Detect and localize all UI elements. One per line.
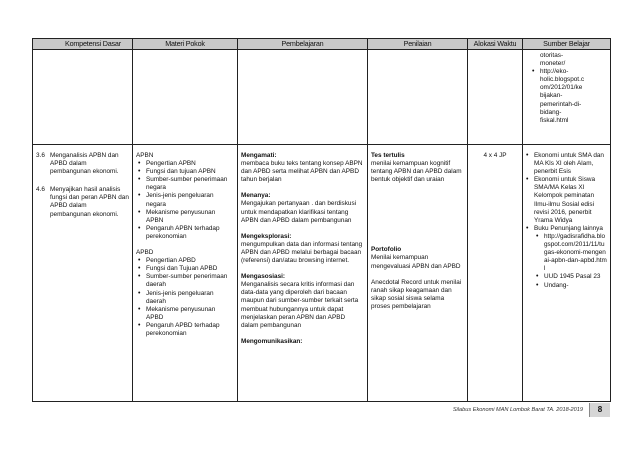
cell-alokasi-empty: [468, 50, 523, 145]
cell-sumber-continued: [523, 50, 611, 145]
list-item: • UUD 1945 Pasal 23: [544, 273, 607, 281]
list-item: • Pengaruh APBN terhadap perekonomian: [146, 225, 234, 241]
list-item: • Sumber-sumber penerimaan daerah: [146, 273, 234, 289]
pembelajaran-step-text: Menganalisis secara kritis informasi dan data-data yang diperoleh dari bacaan maupun dari sumber-sumber terkait serta membuat hubungannya untuk dapat menjelaskan peran APBN dan APBD dalam pembangunan: [241, 281, 359, 329]
list-item: • Pengaruh APBD terhadap perekonomian: [146, 322, 234, 338]
cell-kd-empty: [33, 50, 133, 145]
pembelajaran-step-title: Mengamati:: [241, 152, 277, 159]
pembelajaran-step-title: Mengeksplorasi:: [241, 232, 292, 240]
header-alokasi-waktu: Alokasi Waktu: [468, 39, 523, 50]
cell-materi-pokok: [133, 145, 238, 402]
materi-apbd-title: APBD: [136, 249, 154, 257]
list-item: • Undang-: [544, 282, 607, 290]
syllabus-table: [32, 38, 611, 402]
list-item: • Fungsi dan Tujuan APBD: [146, 265, 234, 273]
penilaian-title: Anecdotal Record: [371, 278, 422, 286]
cell-materi-empty: [133, 50, 238, 145]
penilaian-text: untuk menilai ranah sikap keagamaan dan sikap sosial siswa selama proses pembelajaran: [371, 278, 462, 310]
header-penilaian: Penilaian: [368, 39, 468, 50]
list-item: • Fungsi dan tujuan APBN: [146, 168, 234, 176]
footer-text: Silabus Ekonomi MAN Lombok Barat TA. 2018-2019: [452, 406, 583, 413]
cell-pembelajaran-empty: [238, 50, 368, 145]
cell-kompetensi-dasar: [33, 145, 133, 402]
kd-text: Menganalisis APBN dan APBD dalam pembangunan ekonomi.: [50, 152, 119, 176]
materi-apbn-title: APBN: [136, 152, 154, 159]
list-item: • Jenis-jenis pengeluaran daerah: [146, 290, 234, 306]
header-pembelajaran: Pembelajaran: [238, 39, 368, 50]
header-kompetensi-dasar: Kompetensi Dasar: [33, 39, 133, 50]
cell-sumber-belajar: [523, 145, 611, 402]
list-item: • Mekanisme penyusunan APBN: [146, 209, 234, 225]
materi-apbd-list: [136, 257, 234, 338]
penilaian-text: Menilai kemampuan mengevaluasi APBN dan APBD: [371, 254, 461, 270]
sumber-link[interactable]: • http://gadisrafidha.blogspot.com/2011/11/tugas-ekonomi-mengenai-apbn-dan-apbd.html: [544, 233, 607, 273]
sumber-continued-line: otoritas-: [540, 52, 564, 59]
penilaian-title: Tes tertulis: [371, 152, 405, 159]
materi-apbn-list: [136, 160, 234, 241]
penilaian-title: Portofolio: [371, 246, 402, 254]
list-item: • Ekonomi untuk SMA dan MA Kls XI oleh Alam, penerbit Esis: [534, 152, 607, 176]
kd-number: 3.6: [36, 152, 45, 159]
sumber-list: [526, 152, 607, 233]
list-item: • Ekonomi untuk Siswa SMA/MA Kelas XI Kelompok peminatan Ilmu-ilmu Sosial edisi revisi 2016, penerbit Yrama Widya: [534, 176, 607, 225]
cell-pembelajaran: [238, 145, 368, 402]
table-row: [33, 145, 611, 402]
cell-alokasi-waktu: 4 x 4 JP: [468, 145, 523, 402]
list-item: • Mekanisme penyusunan APBD: [146, 306, 234, 322]
kd-text: Menyajikan hasil analisis fungsi dan peran APBN dan APBD dalam pembangunan ekonomi.: [50, 186, 129, 218]
sumber-sublist: [526, 233, 607, 290]
kd-item: [36, 152, 129, 176]
cell-penilaian-empty: [368, 50, 468, 145]
header-materi-pokok: Materi Pokok: [133, 39, 238, 50]
header-row: [33, 39, 611, 50]
list-item: • Pengertian APBN: [146, 160, 234, 168]
table-row: [33, 50, 611, 145]
sumber-link[interactable]: • http://eko- holic.blogspot.c om/2012/01/ke bijakan- pemerintah-di- bidang- fiskal.html: [540, 68, 607, 125]
kd-number: 4.6: [36, 186, 45, 194]
pembelajaran-step-title: Mengasosiasi:: [241, 273, 286, 281]
header-sumber-belajar: Sumber Belajar: [523, 39, 611, 50]
pembelajaran-step-text: mengumpulkan data dan informasi tentang APBN dan APBD melalui berbagai bacaan (referensi) dan/atau browsing internet.: [241, 240, 363, 265]
page-number: 8: [589, 403, 610, 417]
cell-penilaian: [368, 145, 468, 402]
list-item: • Jenis-jenis pengeluaran negara: [146, 192, 234, 208]
pembelajaran-step-title: Menanya:: [241, 192, 271, 200]
kd-item: [36, 186, 129, 218]
sumber-continued-line: moneter/: [540, 60, 566, 68]
page-footer: [400, 402, 610, 417]
list-item: • Pengertian APBD: [146, 257, 234, 265]
penilaian-text: menilai kemampuan kognitif tentang APBN dan APBD dalam bentuk objektif dan uraian: [371, 160, 462, 184]
pembelajaran-step-text: Mengajukan pertanyaan . dan berdiskusi untuk mendapatkan klarifikasi tentang APBN dan APBD dalam pembangunan: [241, 200, 357, 224]
pembelajaran-step-title: Mengomunikasikan:: [241, 337, 303, 345]
list-item: • Buku Penunjang lainnya: [534, 225, 607, 233]
pembelajaran-step-text: membaca buku teks tentang konsep ABPN dan APBD serta melihat APBN dan APBD tahun berjalan: [241, 160, 363, 184]
list-item: • Sumber-sumber penerimaan negara: [146, 176, 234, 192]
